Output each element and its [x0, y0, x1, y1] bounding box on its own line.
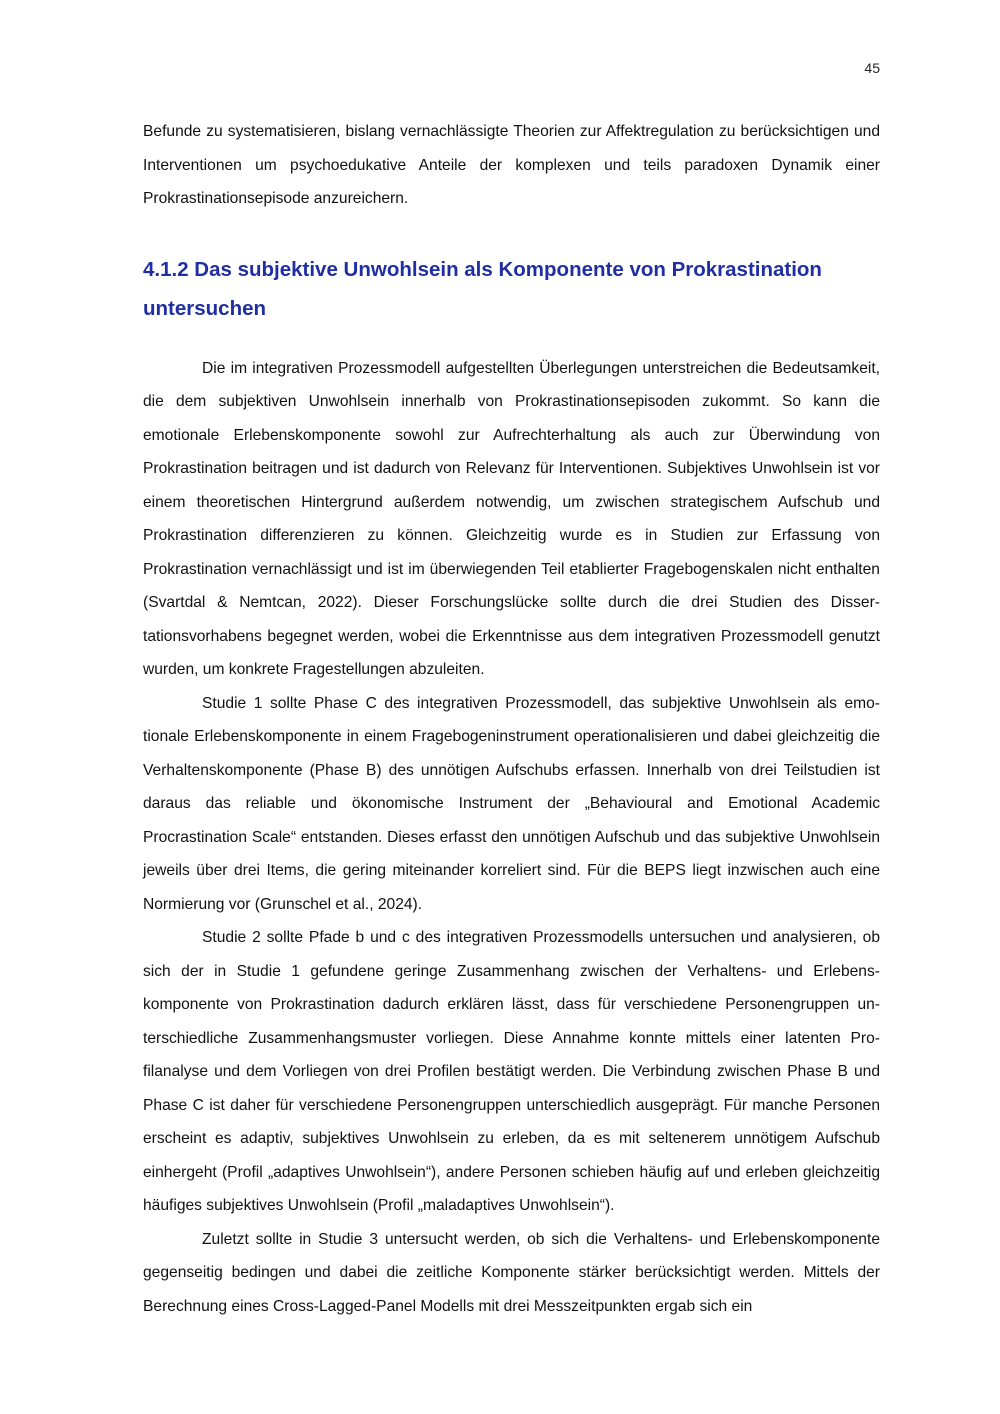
section-heading: 4.1.2 Das subjektive Unwohlsein als Komponente von Prokrastination untersuchen: [143, 257, 822, 320]
body-paragraph-1: Die im integrativen Prozessmodell aufgestellten Überlegungen unterstreichen die Bedeutsamkeit, die dem subjektiven Unwohlsein innerhalb von Prokrastinationsepisoden zukommt. So kann die emotionale Erlebenskomponente sowohl zur Aufrechterhaltung als auch zur Überwindung von Prokrastination beitragen und ist dadurch von Relevanz für Interventionen. Subjektives Unwohlsein ist vor einem theoretischen Hintergrund außerdem notwendig, um zwischen strategischem Aufschub und Prokrastination differenzieren zu können. Gleichzeitig wurde es in Studien zur Erfassung von Prokrastination vernachlässigt und ist im überwiegenden Teil etablierter Fragebogenskalen nicht enthalten (Svartdal & Nemtcan, 2022). Dieser Forschungslücke sollte durch die drei Studien des Dissertationsvorhabens begegnet werden, wobei die Erkenntnisse aus dem integrativen Prozessmodell genutzt wurden, um konkrete Fragestellungen abzuleiten.: [143, 359, 880, 678]
body-paragraph-2: Studie 1 sollte Phase C des integrativen Prozessmodell, das subjektive Unwohlsein als emotionale Erlebenskomponente in einem Fragebogeninstrument operationalisieren und dabei gleichzeitig die Verhaltenskomponente (Phase B) des unnötigen Aufschubs erfassen. Innerhalb von drei Teilstudien ist daraus das reliable und ökonomische Instrument der „Behavioural and Emotional Academic Procrastination Scale“ entstanden. Dieses erfasst den unnötigen Aufschub und das subjektive Unwohlsein jeweils über drei Items, die gering miteinander korreliert sind. Für die BEPS liegt inzwischen auch eine Normierung vor (Grunschel et al., 2024).: [143, 694, 880, 913]
body-paragraph-4: Zuletzt sollte in Studie 3 untersucht werden, ob sich die Verhaltens- und Erlebenskomponente gegenseitig bedingen und dabei die zeitliche Komponente stärker berücksichtigt werden. Mittels der Berechnung eines Cross-Lagged-Panel Modells mit drei Messzeitpunkten ergab sich ein: [143, 1230, 880, 1315]
body-paragraph-3: Studie 2 sollte Pfade b und c des integrativen Prozessmodells untersuchen und analysieren, ob sich der in Studie 1 gefundene geringe Zusammenhang zwischen der Verhaltens- und Erlebenskomponente von Prokrastination dadurch erklären lässt, dass für verschiedene Personengruppen unterschiedliche Zusammenhangsmuster vorliegen. Diese Annahme konnte mittels einer latenten Profilanalyse und dem Vorliegen von drei Profilen bestätigt werden. Die Verbindung zwischen Phase B und Phase C ist daher für verschiedene Personengruppen unterschiedlich ausgeprägt. Für manche Personen erscheint es adaptiv, subjektives Unwohlsein zu erleben, da es mit seltenerem unnötigem Aufschub einhergeht (Profil „adaptives Unwohlsein“), andere Personen schieben häufig auf und erleben gleichzeitig häufiges subjektives Unwohlsein (Profil „maladaptives Unwohlsein“).: [143, 929, 880, 1214]
intro-paragraph: Befunde zu systematisieren, bislang vernachlässigte Theorien zur Affektregulation zu berücksichtigen und Interventionen um psychoedukative Anteile der komplexen und teils paradoxen Dynamik einer Prokrastinationsepisode anzureichern.: [143, 123, 880, 207]
page-content: [143, 115, 880, 1323]
page-number: 45: [864, 60, 880, 76]
